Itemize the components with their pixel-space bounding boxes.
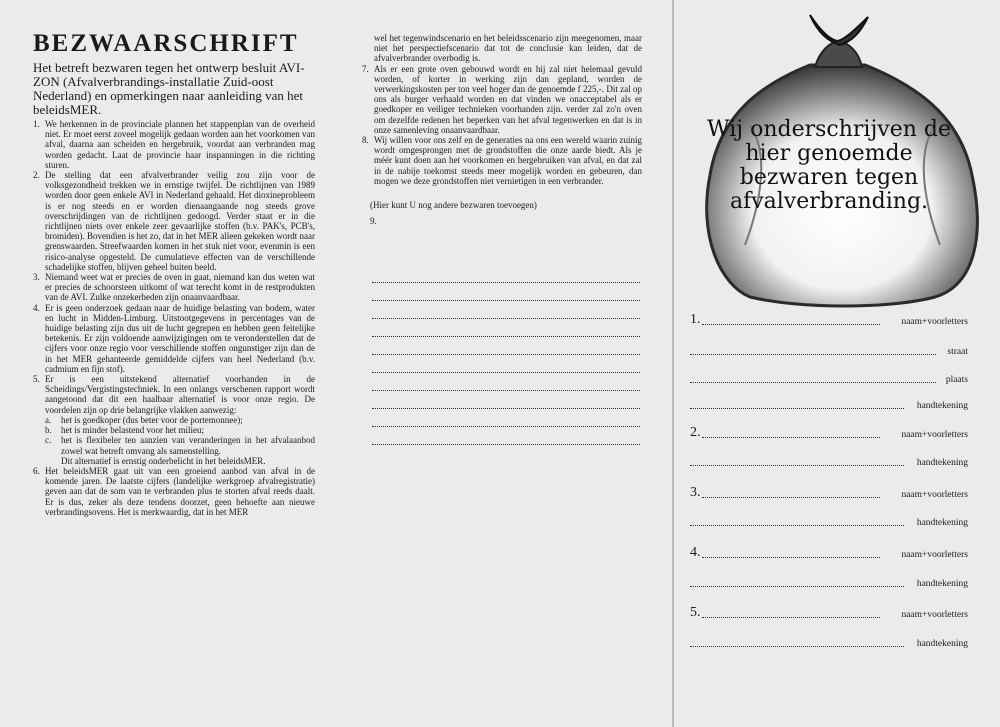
fill-in-line[interactable] xyxy=(372,282,640,283)
item-text: Niemand weet wat er precies de oven in gaat, niemand kan dus weten wat er precies de schoorsteen uitkomt of wat terecht komt in de restprodukten van de AVI. Zulke onzekerheden zijn onaanvaardbaar. xyxy=(45,272,315,303)
signature-number: 2. xyxy=(690,425,701,440)
sub-item xyxy=(45,415,315,425)
sub-item-text: het is goedkoper (dus beter voor de portemonnee); xyxy=(61,414,243,425)
objection-item xyxy=(33,119,315,170)
subtitle: Het betreft bezwaren tegen het ontwerp besluit AVI-ZON (Afvalverbrandings-installatie Zuid-oost Nederland) en opmerkingen naar aanleiding van het beleidsMER. xyxy=(33,60,305,117)
fill-in-line[interactable] xyxy=(372,390,640,391)
fill-in-line[interactable] xyxy=(372,336,640,337)
signature-label: handtekening xyxy=(916,579,968,589)
signature-label: handtekening xyxy=(916,458,968,468)
signature-label: naam+voorletters xyxy=(901,317,968,327)
signature-line[interactable] xyxy=(690,426,968,440)
signature-label: naam+voorletters xyxy=(901,430,968,440)
signature-dots xyxy=(690,408,904,409)
middle-column xyxy=(362,33,642,226)
signature-dots xyxy=(702,557,880,558)
objection-list-continued xyxy=(362,64,642,186)
sub-item-label: a. xyxy=(45,414,52,425)
item-number: 8. xyxy=(362,135,369,146)
item-text: We herkennen in de provinciale plannen het stappenplan van de overheid niet. Er moet eerst zoveel mogelijk gedaan worden aan het voorkomen van afval, daarna aan scheiden en hergebruik, voordat aan verbranden mag worden gedacht. Laat de provincie haar inspanningen in die richting sturen. xyxy=(45,119,315,170)
item-number: 6. xyxy=(33,465,40,476)
fill-in-line[interactable] xyxy=(372,408,640,409)
sub-item-tail: Dit alternatief is ernstig onderbelicht in het beleidsMER. xyxy=(61,455,266,466)
sub-item-label: b. xyxy=(45,425,52,436)
signature-dots xyxy=(690,465,904,466)
extra-objections-hint: (Hier kunt U nog andere bezwaren toevoegen) xyxy=(370,200,537,211)
page-title: BEZWAARSCHRIFT xyxy=(33,30,299,57)
signature-number: 1. xyxy=(690,312,701,327)
item-number: 5. xyxy=(33,374,40,385)
objection-item xyxy=(33,466,315,517)
signature-line[interactable] xyxy=(690,575,968,589)
signature-label: plaats xyxy=(945,375,968,385)
signature-dots xyxy=(690,382,936,383)
item-text: Het beleidsMER gaat uit van een groeiend aanbod van afval in de komende jaren. De laatste cijfers (landelijke werkgroep afvalregistratie) geven aan dat de som van te verbranden plus te storten afval reeds daalt. Er is dus, zeker als deze tendens doorzet, geen behoefte aan nieuwe verbrandingsovens. Het is merkwaardig, dat in het MER xyxy=(45,465,315,517)
signature-line[interactable] xyxy=(690,486,968,500)
item-text: De stelling dat een afvalverbrander veilig zou zijn voor de volksgezondheid trekken we in ernstige twijfel. De richtlijnen van 1989 worden door geen enkele AVI in Nederland gehaald. Het dioxineprobleem is er nog steeds en er worden dienaangaande nog steeds grove overschrijdingen van de richtlijnen gedoogd. Verder staat er in die richtlijnen niets over enkele zeer gevaarlijke stoffen (b.v. PAK's, PCB's, bromiden). Bovendien is het zo, dat in het MER alleen gekeken wordt naar grenswaarden. Streefwaarden komen in het stuk niet voor, evenmin is een risico-analyse opgesteld. De cumulatieve effecten van de verschillende schadelijke stoffen, blijven geheel buiten beeld. xyxy=(45,170,315,272)
signature-label: handtekening xyxy=(916,639,968,649)
extra-item-number: 9. xyxy=(370,216,377,227)
signature-line[interactable] xyxy=(690,606,968,620)
signature-number: 5. xyxy=(690,605,701,620)
objection-item xyxy=(362,135,642,186)
signature-line[interactable] xyxy=(690,313,968,327)
signature-dots xyxy=(690,354,936,355)
item-text: Er is een uitstekend alternatief voorhanden in de Scheidings/Vergistingstechniek. In een onlangs verschenen rapport wordt aangetoond dat dit een haalbaar alternatief is voor onze regio. De voordelen zijn op drie belangrijke vlakken aanwezig: xyxy=(45,374,315,415)
signature-line[interactable] xyxy=(690,371,968,385)
item-number: 3. xyxy=(33,272,40,283)
objection-list xyxy=(33,119,315,517)
fill-in-line[interactable] xyxy=(372,444,640,445)
item-number: 2. xyxy=(33,170,40,181)
sub-item-text: het is minder belastend voor het milieu; xyxy=(61,425,204,436)
item-continuation: wel het tegenwindscenario en het beleidsscenario zijn meegenomen, maar niet het perspectiefscenario dat tot de conclusie kan leiden, dat de afvalverbrander overbodig is. xyxy=(374,33,642,64)
signature-dots xyxy=(702,617,880,618)
sub-item-text: het is flexibeler ten aanzien van veranderingen in het afvalaanbod zowel wat betreft omvang als samenstelling. xyxy=(61,435,315,456)
item-text: Er is geen onderzoek gedaan naar de huidige belasting van bodem, water en lucht in Midden-Limburg. Uitstootgegevens in percentages van de huidige belasting zijn dus uit de lucht gegrepen en hebben geen feitelijke betekenis. Er zijn voldoende aanwijzigingen om te veronderstellen dat de cijfers voor onze regio voor verschillende stoffen ongunstiger zijn dan de in het MER gehanteerde gemiddelde cijfers van heel Nederland (b.v. cadmium en fijn stof). xyxy=(45,302,315,374)
page-fold xyxy=(672,0,674,727)
signature-label: naam+voorletters xyxy=(901,550,968,560)
item-number: 7. xyxy=(362,63,369,74)
signature-dots xyxy=(690,525,904,526)
bag-knot xyxy=(810,15,868,45)
item-text: Wij willen voor ons zelf en de generaties na ons een wereld waarin zuinig wordt omgesprongen met de grondstoffen die onze aarde biedt. Als je méér kunt doen aan het voorkomen en hergebruiken van afval, en dat zal in de nabije toekomst steeds meer mogelijk worden en gebeuren, dan mogen we deze grondstoffen niet vernietigen in een verbrander. xyxy=(374,135,642,186)
objection-item xyxy=(33,374,315,466)
signature-label: handtekening xyxy=(916,401,968,411)
signature-line[interactable] xyxy=(690,343,968,357)
objection-item xyxy=(33,272,315,303)
signature-label: naam+voorletters xyxy=(901,610,968,620)
signature-line[interactable] xyxy=(690,397,968,411)
item-number: 4. xyxy=(33,302,40,313)
signature-label: handtekening xyxy=(916,518,968,528)
signature-dots xyxy=(702,497,880,498)
signature-number: 3. xyxy=(690,485,701,500)
sub-item-label: c. xyxy=(45,435,52,446)
fill-in-line[interactable] xyxy=(372,372,640,373)
item-text: Als er een grote oven gebouwd wordt en hij zal niet helemaal gevuld worden, of korter in werking zijn dan gepland, worden de verwerkingskosten per ton veel hoger dan de genoemde f 225,-. Dit zal op ons als burger verhaald worden en dat vinden we onacceptabel als er goedkoper en veiliger technieken voorhanden zijn. verder zal zo'n oven om dezelfde redenen het beperken van het afval tegenwerken en dat is in onze samenleving onaanvaardbaar. xyxy=(374,63,642,135)
fill-in-line[interactable] xyxy=(372,354,640,355)
sub-item xyxy=(45,425,315,435)
left-column xyxy=(33,30,315,517)
fill-in-line[interactable] xyxy=(372,318,640,319)
objection-item xyxy=(33,170,315,272)
signature-line[interactable] xyxy=(690,454,968,468)
objection-item xyxy=(362,64,642,135)
signature-dots xyxy=(690,646,904,647)
signature-label: naam+voorletters xyxy=(901,490,968,500)
signature-dots xyxy=(702,324,880,325)
objection-item xyxy=(33,303,315,374)
sub-item xyxy=(45,435,315,455)
signature-dots xyxy=(690,586,904,587)
fill-in-line[interactable] xyxy=(372,426,640,427)
signature-line[interactable] xyxy=(690,635,968,649)
item-number: 1. xyxy=(33,119,40,129)
signature-number: 4. xyxy=(690,545,701,560)
bag-statement: Wij onderschrijven de hier genoemde bezwaren tegen afvalverbranding. xyxy=(707,117,951,214)
signature-label: straat xyxy=(947,347,968,357)
signature-dots xyxy=(702,437,880,438)
signature-line[interactable] xyxy=(690,514,968,528)
signature-line[interactable] xyxy=(690,546,968,560)
fill-in-line[interactable] xyxy=(372,300,640,301)
